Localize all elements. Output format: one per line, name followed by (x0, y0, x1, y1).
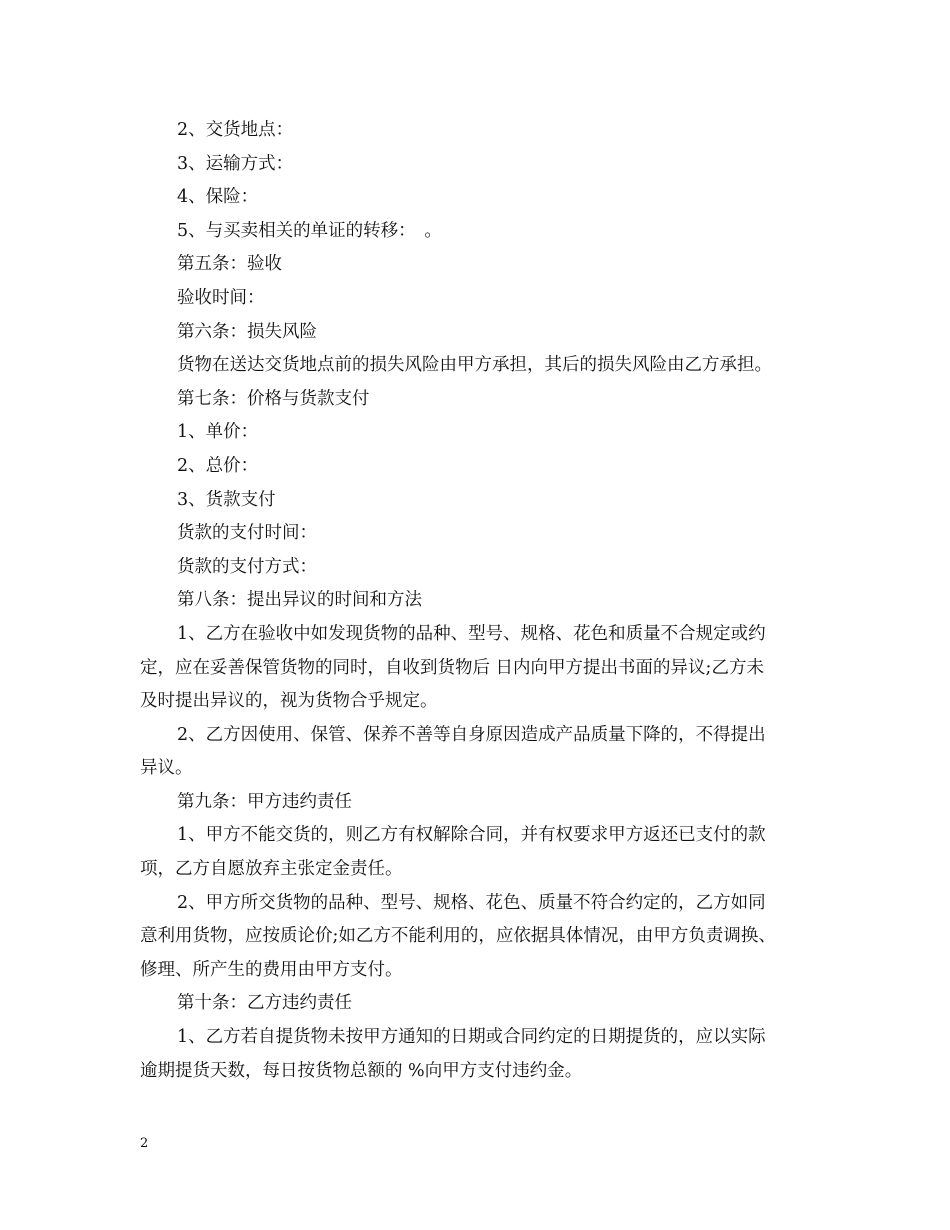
text-line: 1、单价： (177, 422, 259, 443)
section-heading: 第七条：价格与货款支付 (177, 388, 370, 409)
text-line: 项，乙方自愿放弃主张定金责任。 (140, 859, 403, 880)
text-line: 2、甲方所交货物的品种、型号、规格、花色、质量不符合约定的，乙方如同 (177, 892, 766, 913)
text-line: 4、保险： (177, 187, 259, 208)
text-line: 1、乙方在验收中如发现货物的品种、型号、规格、花色和质量不合规定或约 (177, 623, 766, 644)
section-heading: 第六条：损失风险 (177, 321, 317, 342)
section-heading: 第八条：提出异议的时间和方法 (177, 590, 422, 611)
text-line: 2、乙方因使用、保管、保养不善等自身原因造成产品质量下降的，不得提出 (177, 724, 766, 745)
text-line: 3、运输方式： (177, 153, 294, 174)
section-heading: 第九条：甲方违约责任 (177, 791, 352, 812)
text-line: 货款的支付时间： (177, 523, 317, 544)
text-line: 异议。 (140, 758, 193, 779)
text-line: 货物在送达交货地点前的损失风险由甲方承担，其后的损失风险由乙方承担。 (177, 355, 772, 376)
text-line: 验收时间： (177, 287, 265, 308)
section-heading: 第十条：乙方违约责任 (177, 993, 352, 1014)
text-line: 5、与买卖相关的单证的转移： 。 (177, 220, 442, 241)
text-line: 意利用货物，应按质论价;如乙方不能利用的，应依据具体情况，由甲方负责调换、 (140, 926, 776, 947)
text-line: 及时提出异议的，视为货物合乎规定。 (140, 691, 438, 712)
text-line: 1、甲方不能交货的，则乙方有权解除合同，并有权要求甲方返还已支付的款 (177, 825, 766, 846)
section-heading: 第五条：验收 (177, 254, 282, 275)
text-line: 逾期提货天数，每日按货物总额的 %向甲方支付违约金。 (140, 1060, 583, 1081)
text-line: 1、乙方若自提货物未按甲方通知的日期或合同约定的日期提货的，应以实际 (177, 1027, 766, 1048)
text-line: 定，应在妥善保管货物的同时，自收到货物后 日内向甲方提出书面的异议;乙方未 (140, 657, 764, 678)
page-number: 2 (140, 1136, 149, 1151)
text-line: 3、货款支付 (177, 489, 276, 510)
text-line: 货款的支付方式： (177, 556, 317, 577)
document-body (140, 114, 810, 1088)
text-line: 2、交货地点： (177, 120, 294, 140)
text-line: 修理、所产生的费用由甲方支付。 (140, 959, 403, 980)
text-line: 2、总价： (177, 455, 259, 476)
